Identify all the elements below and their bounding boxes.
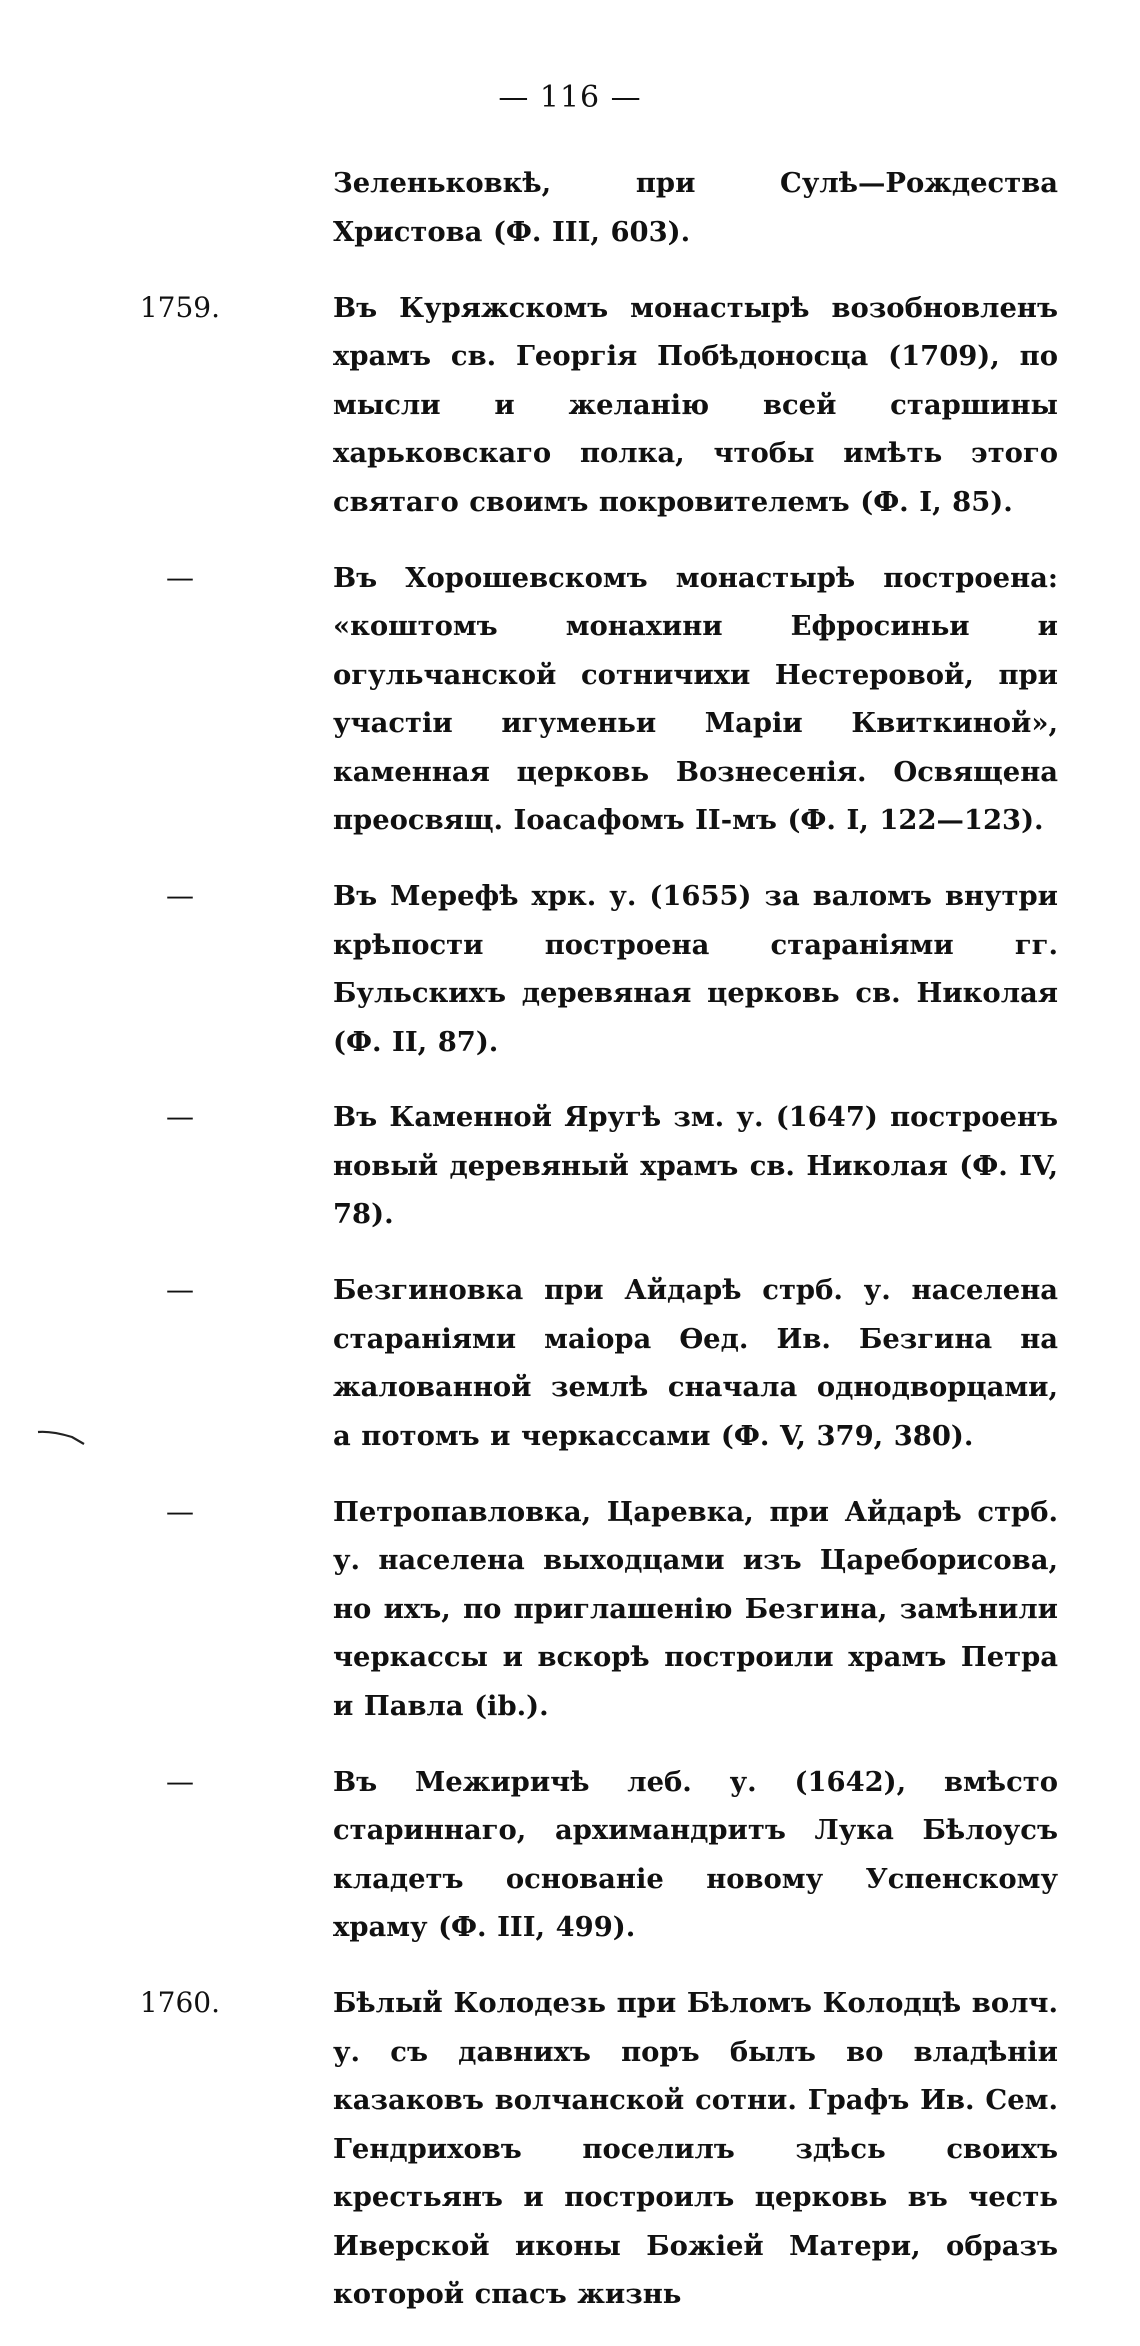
entry-text: Безгиновка при Айдарѣ стрб. у. населена стараніями маіора Өед. Ив. Безгина на жалованной землѣ сначала однодворцами, а потомъ и черкассами (Ф. V, 379, 380). bbox=[333, 1274, 1058, 1452]
entry-text: Въ Межиричѣ леб. у. (1642), вмѣсто стариннаго, архимандритъ Лука Бѣлоусъ кладетъ основаніе новому Успенскому храму (Ф. III, 499). bbox=[333, 1765, 1058, 1944]
year-marker: 1760. bbox=[139, 1986, 220, 2020]
dash-marker: — bbox=[166, 879, 194, 913]
entry-text: Бѣлый Колодезь при Бѣломъ Колодцѣ волч. у. съ давнихъ поръ былъ во владѣніи казаковъ волчанской сотни. Графъ Ив. Сем. Гендриховъ поселилъ здѣсь своихъ крестьянъ и построилъ церковь въ честь Иверской иконы Божіей Матери, образъ которой спасъ жизнь bbox=[333, 1987, 1058, 2311]
page-number: — 116 — bbox=[498, 80, 642, 115]
entry-text: Петропавловка, Царевка, при Айдарѣ стрб. у. населена выходцами изъ Цареборисова, но ихъ, по приглашенію Безгина, замѣнили черкассы и вскорѣ построили храмъ Петра и Павла (ib.). bbox=[333, 1495, 1058, 1722]
entry-1759-kuryazh bbox=[139, 284, 1058, 527]
entry-kamennaya-yaruga bbox=[166, 1093, 1058, 1239]
entry-text: Въ Хорошевскомъ монастырѣ построена: «коштомъ монахини Ефросиньи и огульчанской сотничихи Нестеровой, при участіи игуменьи Маріи Квиткиной», каменная церковь Вознесенія. Освящена преосвящ. Іоасафомъ II-мъ (Ф. I, 122—123). bbox=[333, 561, 1058, 837]
entry-mezhirich bbox=[166, 1758, 1058, 1952]
entry-bezginovka bbox=[166, 1266, 1058, 1460]
entry-text: Зеленьковкѣ, при Сулѣ—Рождества Христова (Ф. III, 603). bbox=[333, 167, 1058, 248]
margin-scratch-mark bbox=[36, 1428, 88, 1446]
chronicle-entries bbox=[139, 132, 1058, 2346]
dash-marker: — bbox=[166, 1100, 194, 1134]
dash-marker: — bbox=[166, 1273, 194, 1307]
entry-text: Въ Мерефѣ хрк. у. (1655) за валомъ внутри крѣпости построена стараніями гг. Бульскихъ деревяная церковь св. Николая (Ф. II, 87). bbox=[333, 880, 1058, 1058]
entry-merefa bbox=[166, 872, 1058, 1066]
entry-petropavlovka bbox=[166, 1488, 1058, 1731]
entry-khoroshevo bbox=[166, 554, 1058, 845]
dash-marker: — bbox=[166, 560, 194, 594]
year-marker: 1759. bbox=[139, 290, 220, 324]
entry-continuation bbox=[228, 159, 1058, 256]
entry-text: Въ Каменной Яругѣ зм. у. (1647) построенъ новый деревяный храмъ св. Николая (Ф. IV, 78). bbox=[333, 1101, 1058, 1231]
dash-marker: — bbox=[166, 1494, 194, 1528]
entry-text: Въ Куряжскомъ монастырѣ возобновленъ храмъ св. Георгія Побѣдоносца (1709), по мысли и желанію всей старшины харьковскаго полка, чтобы имѣть этого святаго своимъ покровителемъ (Ф. I, 85). bbox=[333, 291, 1058, 518]
dash-marker: — bbox=[166, 1764, 194, 1798]
entry-1760-bely-kolodez bbox=[139, 1979, 1058, 2319]
